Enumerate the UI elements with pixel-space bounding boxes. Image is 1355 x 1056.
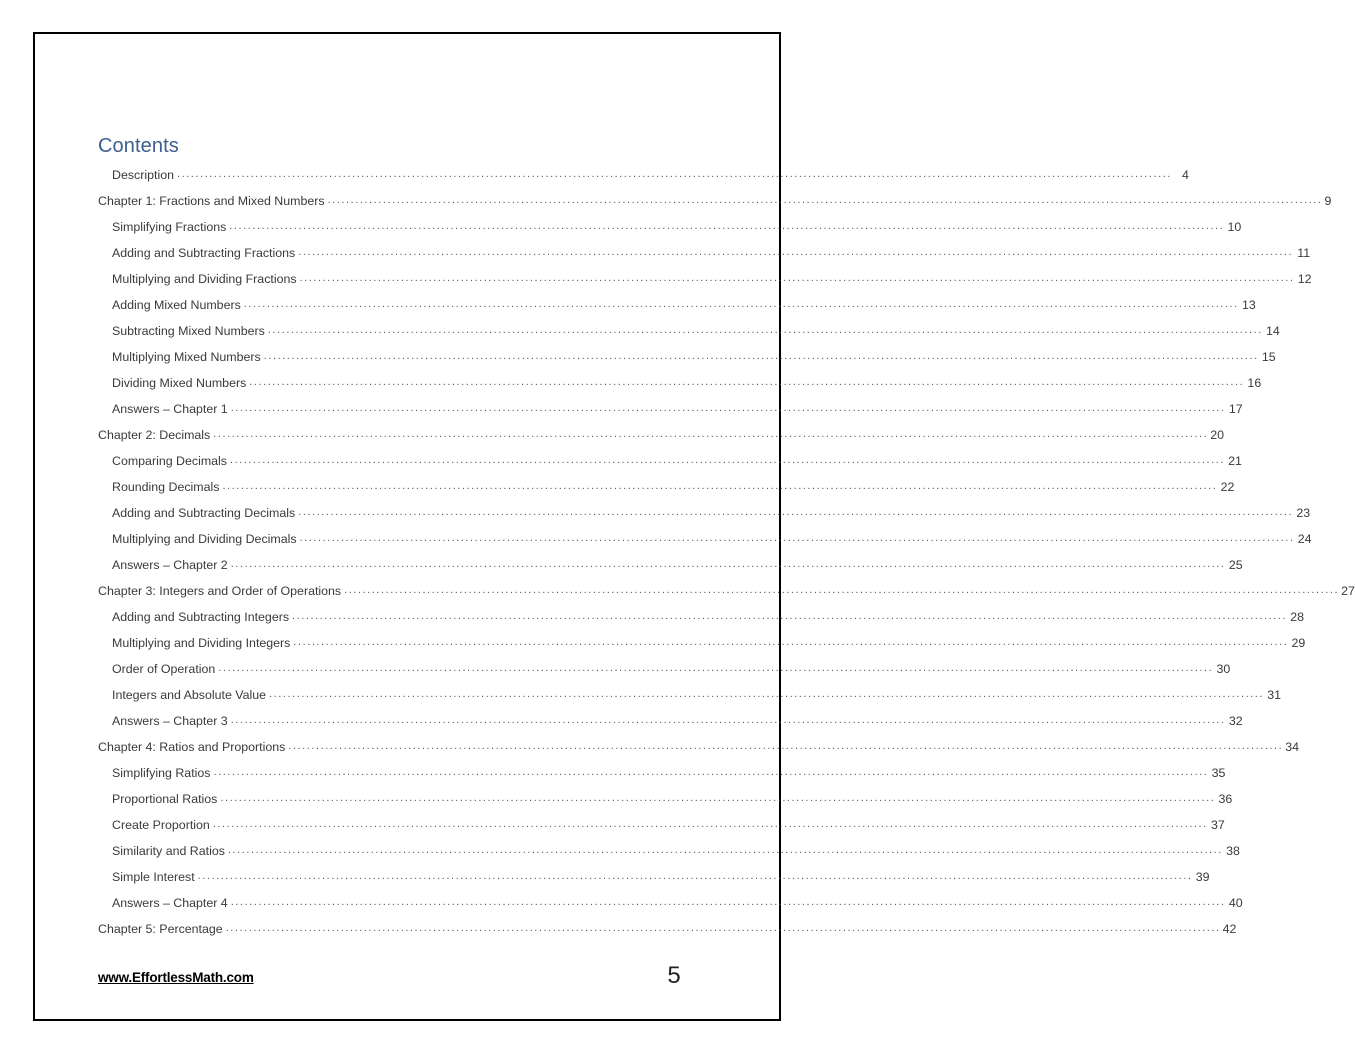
toc-dot-leader [249, 369, 1244, 395]
toc-entry[interactable] [98, 318, 1280, 344]
toc-entry-page-number: 39 [1195, 870, 1210, 884]
toc-entry[interactable] [98, 760, 1226, 786]
toc-entry[interactable] [98, 734, 1300, 760]
toc-entry-tail [285, 734, 1300, 761]
toc-entry-page-number: 40 [1228, 896, 1243, 910]
toc-entry-label: Simplifying Ratios [112, 766, 211, 780]
toc-entry[interactable] [98, 708, 1243, 734]
toc-entry-page-number: 29 [1291, 636, 1306, 650]
toc-entry-label: Description [112, 168, 174, 182]
toc-entry[interactable] [98, 682, 1282, 708]
toc-entry-label: Comparing Decimals [112, 454, 227, 468]
toc-dot-leader [292, 603, 1287, 629]
toc-dot-leader [231, 395, 1226, 421]
toc-dot-leader [220, 785, 1215, 811]
toc-entry[interactable] [98, 500, 1311, 526]
toc-entry-page-number: 12 [1297, 272, 1312, 286]
toc-entry-page-number: 36 [1218, 792, 1233, 806]
toc-entry-page-number: 30 [1216, 662, 1231, 676]
toc-dot-leader [269, 681, 1264, 707]
toc-entry-page-number: 14 [1266, 324, 1280, 338]
toc-entry-page-number: 20 [1210, 428, 1224, 442]
toc-entry-page-number: 9 [1324, 194, 1332, 208]
toc-dot-leader [328, 187, 1323, 213]
toc-entry-page-number: 4 [1182, 168, 1189, 182]
toc-entry-page-number: 32 [1228, 714, 1243, 728]
toc-entry-label: Integers and Absolute Value [112, 688, 267, 702]
toc-entry-label: Answers – Chapter 2 [112, 558, 228, 572]
toc-entry[interactable] [98, 396, 1243, 422]
page-number: 5 [667, 962, 681, 989]
toc-entry-label: Proportional Ratios [112, 792, 218, 806]
toc-entry-label: Chapter 2: Decimals [98, 428, 211, 442]
toc-entry-page-number: 28 [1290, 610, 1304, 624]
toc-dot-leader [300, 265, 1295, 291]
toc-entry-page-number: 37 [1210, 818, 1225, 832]
toc-dot-leader [298, 239, 1293, 265]
toc-entry[interactable] [98, 370, 1262, 396]
toc-entry-label: Adding and Subtracting Fractions [112, 246, 296, 260]
toc-entry-page-number: 15 [1261, 350, 1276, 364]
toc-dot-leader [298, 499, 1293, 525]
toc-entry-page-number: 21 [1228, 454, 1242, 468]
toc-entry-label: Similarity and Ratios [112, 844, 225, 858]
toc-entry-page-number: 22 [1220, 480, 1235, 494]
toc-entry[interactable] [98, 552, 1243, 578]
toc-entry-label: Adding Mixed Numbers [112, 298, 241, 312]
document-page [33, 32, 1355, 1021]
toc-dot-leader [231, 707, 1226, 733]
toc-dot-leader [244, 291, 1239, 317]
toc-entry-label: Chapter 3: Integers and Order of Operations [98, 584, 342, 598]
toc-entry-page-number: 25 [1228, 558, 1243, 572]
toc-entry-page-number: 13 [1241, 298, 1256, 312]
toc-entry-page-number: 24 [1297, 532, 1312, 546]
toc-dot-leader [293, 629, 1288, 655]
toc-entry[interactable] [98, 890, 1243, 916]
toc-entry-page-number: 34 [1285, 740, 1300, 754]
toc-entry-tail [210, 422, 1224, 449]
toc-entry-page-number: 11 [1297, 246, 1311, 260]
toc-entry-label: Adding and Subtracting Decimals [112, 506, 296, 520]
toc-entry-page-number: 42 [1222, 922, 1237, 936]
toc-entry-page-number: 38 [1226, 844, 1240, 858]
toc-dot-leader [213, 811, 1208, 837]
toc-dot-leader [300, 525, 1295, 551]
toc-entry-label: Multiplying and Dividing Decimals [112, 532, 297, 546]
toc-entry-page-number: 27 [1341, 584, 1355, 598]
toc-entry[interactable] [98, 240, 1311, 266]
toc-dot-leader [213, 759, 1208, 785]
toc-dot-leader [231, 551, 1226, 577]
toc-entry-label: Multiplying and Dividing Fractions [112, 272, 297, 286]
toc-dot-leader [231, 889, 1226, 915]
toc-entry[interactable] [98, 526, 1312, 552]
table-of-contents [98, 134, 1355, 942]
toc-dot-leader [198, 863, 1193, 889]
toc-entry[interactable] [98, 188, 1332, 214]
toc-entry-label: Simplifying Fractions [112, 220, 227, 234]
toc-entry-label: Dividing Mixed Numbers [112, 376, 247, 390]
toc-entry-label: Subtracting Mixed Numbers [112, 324, 265, 338]
toc-entry-label: Multiplying Mixed Numbers [112, 350, 261, 364]
toc-entry[interactable] [98, 916, 1237, 942]
toc-entry-tail [223, 916, 1237, 943]
toc-dot-leader [213, 421, 1208, 447]
toc-dot-leader [288, 733, 1283, 759]
toc-entry-label: Answers – Chapter 3 [112, 714, 228, 728]
toc-entry[interactable] [98, 474, 1235, 500]
toc-dot-leader [228, 837, 1223, 863]
toc-dot-leader [264, 343, 1259, 369]
toc-entry[interactable] [98, 812, 1225, 838]
toc-dot-leader [218, 655, 1213, 681]
toc-entry-page-number: 35 [1211, 766, 1226, 780]
toc-entry-page-number: 31 [1267, 688, 1282, 702]
toc-dot-leader [226, 915, 1221, 941]
toc-entry[interactable] [98, 786, 1233, 812]
toc-entry[interactable] [98, 838, 1240, 864]
toc-entry-page-number: 17 [1228, 402, 1243, 416]
toc-entry-label: Simple Interest [112, 870, 195, 884]
toc-dot-leader [344, 577, 1339, 603]
toc-entry-label: Adding and Subtracting Integers [112, 610, 290, 624]
toc-dot-leader [230, 447, 1225, 473]
toc-entry-page-number: 23 [1296, 506, 1311, 520]
toc-entry[interactable] [98, 292, 1256, 318]
toc-entry-tail [325, 188, 1332, 215]
toc-dot-leader [222, 473, 1217, 499]
toc-entry-list [98, 162, 1355, 942]
toc-dot-leader [177, 161, 1172, 187]
toc-entry-label: Answers – Chapter 4 [112, 896, 228, 910]
toc-dot-leader [229, 213, 1224, 239]
toc-entry-label: Order of Operation [112, 662, 216, 676]
toc-entry-label: Chapter 1: Fractions and Mixed Numbers [98, 194, 325, 208]
toc-entry[interactable] [98, 656, 1231, 682]
toc-entry[interactable] [98, 630, 1306, 656]
toc-entry[interactable] [98, 578, 1355, 604]
toc-dot-leader [268, 317, 1263, 343]
toc-entry[interactable] [98, 214, 1242, 240]
toc-entry-label: Answers – Chapter 1 [112, 402, 228, 416]
toc-entry-label: Chapter 4: Ratios and Proportions [98, 740, 286, 754]
toc-entry[interactable] [98, 266, 1312, 292]
toc-entry-label: Rounding Decimals [112, 480, 220, 494]
toc-entry-label: Create Proportion [112, 818, 210, 832]
toc-entry-label: Chapter 5: Percentage [98, 922, 223, 936]
toc-entry-page-number: 16 [1247, 376, 1262, 390]
toc-entry[interactable] [98, 422, 1224, 448]
toc-entry[interactable] [98, 864, 1210, 890]
toc-entry[interactable] [98, 344, 1276, 370]
toc-entry-tail [341, 578, 1355, 605]
toc-entry[interactable] [98, 162, 1189, 188]
toc-entry-label: Multiplying and Dividing Integers [112, 636, 291, 650]
toc-entry[interactable] [98, 448, 1242, 474]
toc-entry-page-number: 10 [1227, 220, 1242, 234]
toc-entry[interactable] [98, 604, 1304, 630]
page-title: Contents [98, 135, 179, 157]
footer-website-link[interactable]: www.EffortlessMath.com [98, 970, 254, 985]
